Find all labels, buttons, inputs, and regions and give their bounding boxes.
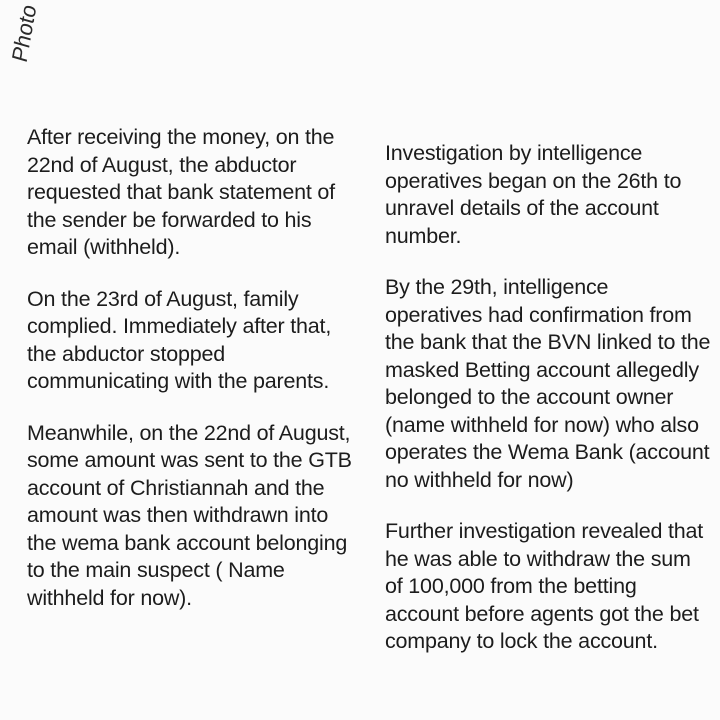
paragraph: Investigation by intelligence operatives began on the 26th to unravel details of the account number.: [385, 141, 682, 248]
right-text-column: [385, 140, 711, 680]
paragraph: On the 23rd of August, family complied. Immediately after that, the abductor stopped communicating with the parents.: [27, 286, 332, 393]
paragraph: Further investigation revealed that he was able to withdraw the sum of 100,000 from the betting account before agents got the bet company to lock the account.: [385, 519, 704, 653]
photo-watermark-text: Photo: [7, 1, 42, 65]
paragraph: After receiving the money, on the 22nd of August, the abductor requested that bank statement of the sender be forwarded to his email (withheld).: [27, 125, 335, 259]
left-text-column: [27, 124, 363, 636]
paragraph: By the 29th, intelligence operatives had confirmation from the bank that the BVN linked to the masked Betting account allegedly belonged to the account owner (name withheld for now) who also operates the Wema Bank (account no withheld for now): [385, 275, 711, 492]
paragraph: Meanwhile, on the 22nd of August, some amount was sent to the GTB account of Christiannah and the amount was then withdrawn into the wema bank account belonging to the main suspect ( Name withheld for now).: [27, 420, 352, 610]
